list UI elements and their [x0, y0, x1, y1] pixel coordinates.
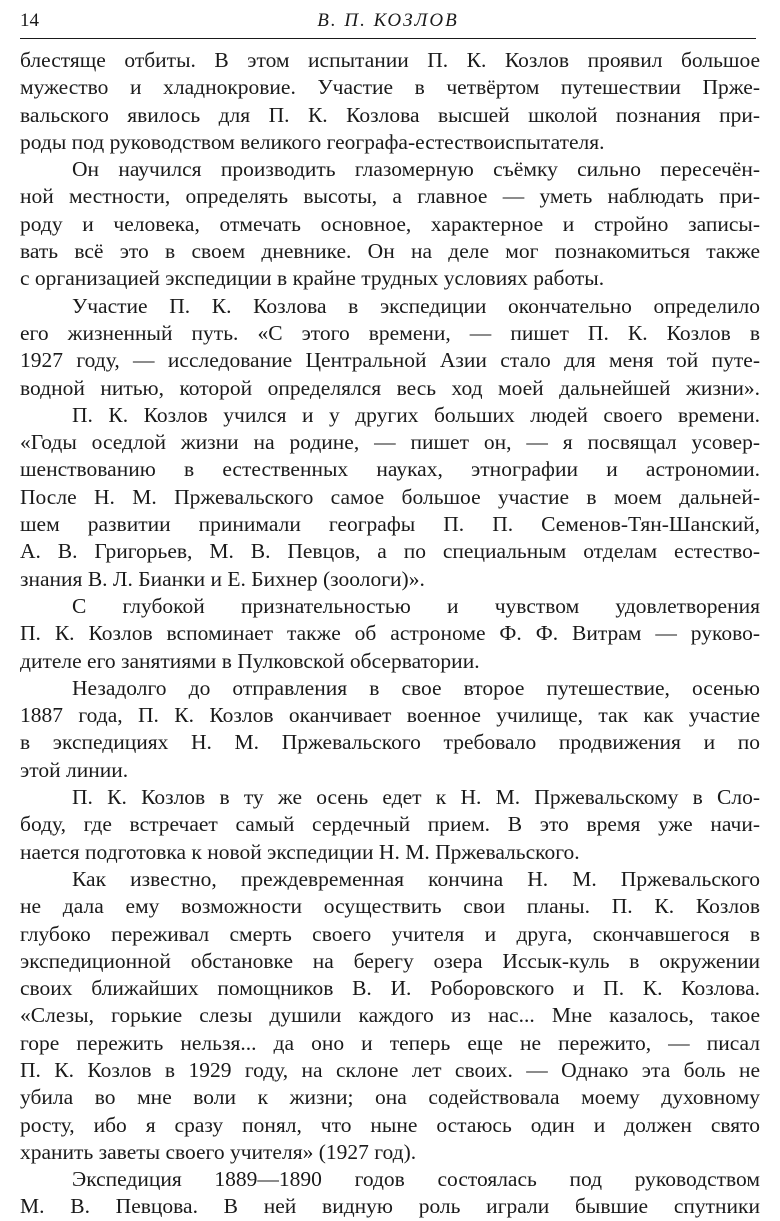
text-line: Как известно, преждевременная кончина Н. М. Пржевальского [72, 866, 760, 891]
text-line: «Слезы, горькие слезы душили каждого из нас... Мне казалось, такое [20, 1003, 760, 1028]
text-line: с организацией экспедиции в крайне трудных условиях работы. [20, 266, 605, 291]
text-line: П. К. Козлов в ту же осень едет к Н. М. Пржевальскому в Сло- [72, 785, 760, 810]
text-line: вать всё это в своем дневнике. Он на деле мог познакомиться также [20, 239, 760, 264]
text-line: своих ближайших помощников В. И. Роборовского и П. К. Козлова. [20, 976, 760, 1001]
text-line: водной нитью, которой определялся весь ход моей дальнейшей жизни». [20, 375, 760, 400]
text-line: вальского явилось для П. К. Козлова высшей школой познания при- [20, 102, 760, 127]
text-line: не дала ему возможности осуществить свои планы. П. К. Козлов [20, 894, 760, 919]
text-line: П. К. Козлов в 1929 году, на склоне лет своих. — Однако эта боль не [20, 1057, 760, 1082]
text-line: П. К. Козлов учился и у других больших людей своего времени. [72, 402, 760, 427]
text-line: нается подготовка к новой экспедиции Н. М. Пржевальского. [20, 839, 580, 864]
text-line: роды под руководством великого географа-естествоиспытателя. [20, 129, 605, 154]
text-line: боду, где встречает самый сердечный прием. В это время уже начи- [20, 812, 760, 837]
text-line: После Н. М. Пржевальского самое большое участие в моем дальней- [20, 484, 760, 509]
text-line: мужество и хладнокровие. Участие в четвёртом путешествии Прже- [20, 75, 760, 100]
text-line: 1887 года, П. К. Козлов оканчивает военное училище, так как участие [20, 703, 760, 728]
body-text [20, 47, 760, 1221]
text-line: горе пережить нельзя... да оно и теперь еще не пережито, — писал [20, 1030, 760, 1055]
text-line: Незадолго до отправления в свое второе путешествие, осенью [72, 675, 760, 700]
text-line: шем развитии принимали географы П. П. Семенов-Тян-Шанский, [20, 512, 760, 537]
text-line: шенствованию в естественных науках, этнографии и астрономии. [20, 457, 760, 482]
text-line: дителе его занятиями в Пулковской обсерватории. [20, 648, 480, 673]
text-line: М. В. Певцова. В ней видную роль играли бывшие спутники [20, 1194, 760, 1219]
text-line: знания В. Л. Бианки и Е. Бихнер (зоологи)». [20, 566, 425, 591]
text-line: Экспедиция 1889—1890 годов состоялась под руководством [72, 1167, 760, 1192]
running-title: В. П. КОЗЛОВ [317, 10, 459, 31]
text-line: его жизненный путь. «С этого времени, — пишет П. К. Козлов в [20, 320, 760, 345]
text-line: Он научился производить глазомерную съёмку сильно пересечён- [72, 157, 760, 182]
page-header [20, 6, 756, 39]
text-line: убила во мне воли к жизни; она содействовала моему духовному [20, 1085, 760, 1110]
text-line: этой линии. [20, 757, 129, 782]
text-line: экспедиционной обстановке на берегу озера Иссык-куль в окружении [20, 948, 760, 973]
text-line: 1927 году, — исследование Центральной Азии стало для меня той путе- [20, 348, 760, 373]
text-line: ной местности, определять высоты, а главное — уметь наблюдать при- [20, 184, 760, 209]
page-number: 14 [20, 10, 39, 31]
text-line: С глубокой признательностью и чувством удовлетворения [72, 593, 760, 618]
text-line: роду и человека, отмечать основное, характерное и стройно записы- [20, 211, 760, 236]
text-line: «Годы оседлой жизни на родине, — пишет он, — я посвящал усовер- [20, 430, 760, 455]
text-line: блестяще отбиты. В этом испытании П. К. Козлов проявил большое [20, 48, 760, 72]
text-line: росту, ибо я сразу понял, что ныне остаюсь один и должен свято [20, 1112, 760, 1137]
text-line: в экспедициях Н. М. Пржевальского требовало продвижения и по [20, 730, 760, 755]
text-line: Участие П. К. Козлова в экспедиции окончательно определило [72, 293, 760, 318]
text-line: глубоко переживал смерть своего учителя и друга, скончавшегося в [20, 921, 760, 946]
text-line: П. К. Козлов вспоминает также об астрономе Ф. Ф. Витрам — руково- [20, 621, 760, 646]
text-line: А. В. Григорьев, М. В. Певцов, а по специальным отделам естество- [20, 539, 760, 564]
text-line: хранить заветы своего учителя» (1927 год). [20, 1139, 417, 1164]
